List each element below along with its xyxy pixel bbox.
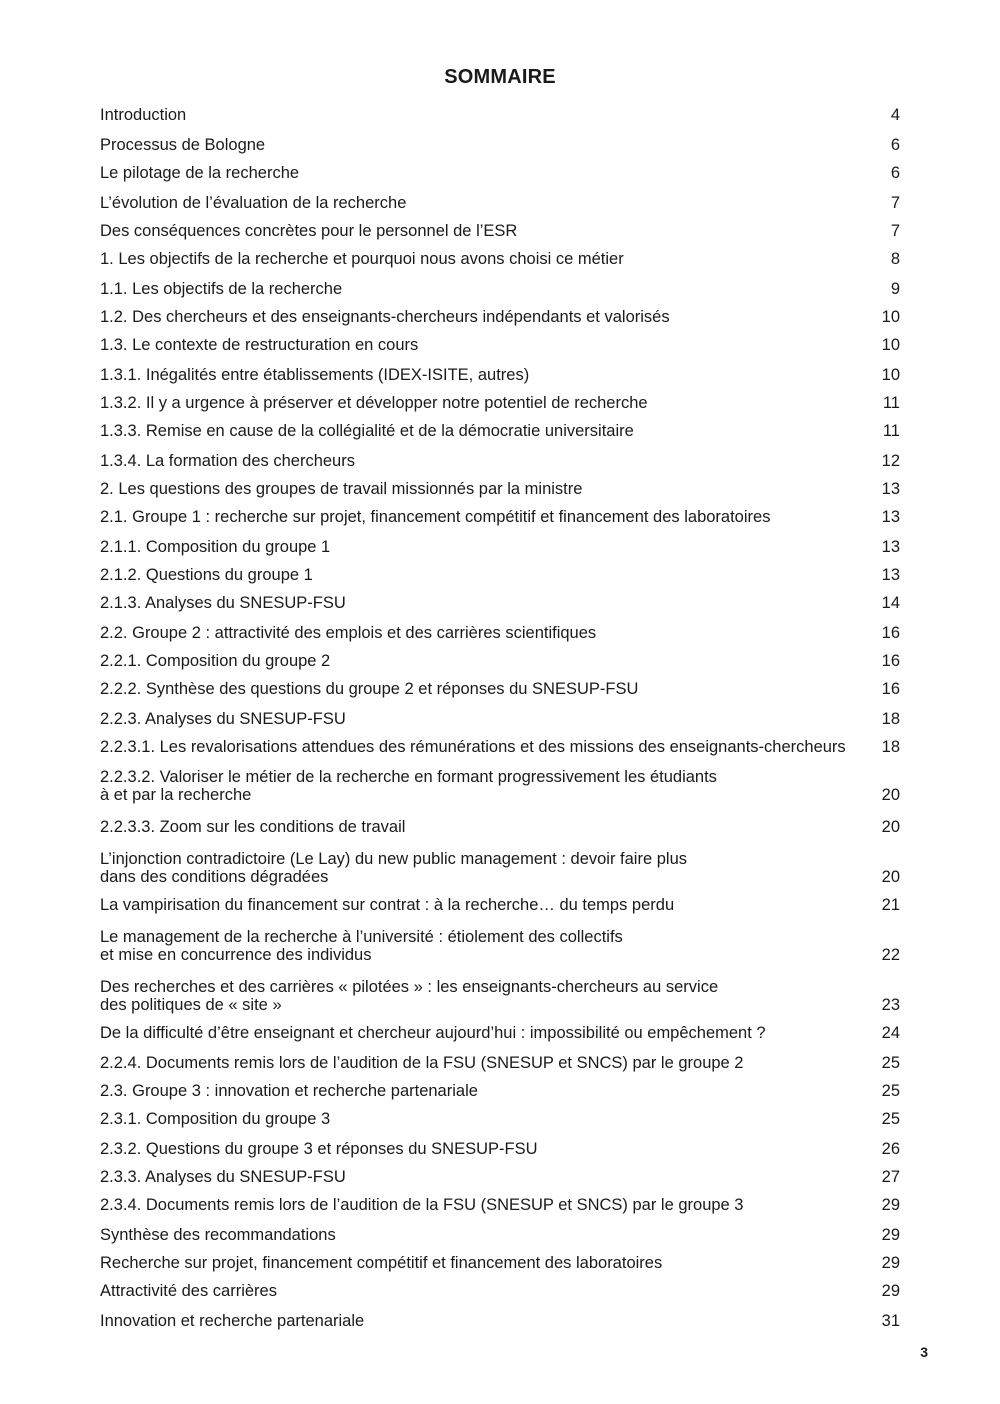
- toc-entry-page: 24: [881, 1024, 900, 1042]
- toc-entry-page: 6: [890, 164, 900, 182]
- toc-entry-page: 10: [881, 336, 900, 354]
- toc-entry-page: 16: [881, 624, 900, 642]
- toc-entry-label: Des recherches et des carrières « pilotées » : les enseignants-chercheurs au service des politiques de « site »: [100, 978, 719, 1014]
- toc-entry-page: 6: [890, 136, 900, 154]
- toc-entry-label: 2.2.3.2. Valoriser le métier de la recherche en formant progressivement les étudiants à et par la recherche: [100, 768, 717, 804]
- toc-entry-label: 2.3.1. Composition du groupe 3: [100, 1110, 331, 1128]
- toc-entry-page: 25: [881, 1054, 900, 1072]
- toc-entry-page: 13: [881, 480, 900, 498]
- toc-entry-label: 2.3.3. Analyses du SNESUP-FSU: [100, 1168, 346, 1186]
- toc-entry-page: 27: [881, 1168, 900, 1186]
- toc-entry-page: 13: [881, 508, 900, 526]
- toc-entry-page: 16: [881, 652, 900, 670]
- toc-entry-label: 2.1.1. Composition du groupe 1: [100, 538, 331, 556]
- toc-entry-page: 16: [881, 680, 900, 698]
- toc-entry-page: 7: [890, 194, 900, 212]
- toc-entry-label: 2. Les questions des groupes de travail missionnés par la ministre: [100, 480, 583, 498]
- toc-entry-page: 11: [882, 394, 900, 412]
- toc-entry-label: 2.2.3. Analyses du SNESUP-FSU: [100, 710, 346, 728]
- toc-entry-page: 13: [881, 538, 900, 556]
- toc-entry-label: 1.2. Des chercheurs et des enseignants-chercheurs indépendants et valorisés: [100, 308, 670, 326]
- toc-entry-label: Le pilotage de la recherche: [100, 164, 300, 182]
- toc-entry-label: 2.1.3. Analyses du SNESUP-FSU: [100, 594, 346, 612]
- page-number: 3: [920, 1344, 928, 1360]
- toc-entry-label: Innovation et recherche partenariale: [100, 1312, 365, 1330]
- toc-entry-page: 18: [881, 710, 900, 728]
- toc-entry-label: 2.3.4. Documents remis lors de l’audition de la FSU (SNESUP et SNCS) par le groupe 3: [100, 1196, 744, 1214]
- page-title: SOMMAIRE: [444, 66, 556, 88]
- toc-entry-label: 1.3. Le contexte de restructuration en cours: [100, 336, 419, 354]
- toc-entry-label: 1.3.1. Inégalités entre établissements (IDEX-ISITE, autres): [100, 366, 530, 384]
- toc-entry-label: 1.1. Les objectifs de la recherche: [100, 280, 343, 298]
- toc-entry-page: 26: [881, 1140, 900, 1158]
- toc-entry-label: De la difficulté d’être enseignant et chercheur aujourd’hui : impossibilité ou empêchement ?: [100, 1024, 766, 1042]
- toc-entry-label: Synthèse des recommandations: [100, 1226, 336, 1244]
- toc-entry-label: L’évolution de l’évaluation de la recherche: [100, 194, 407, 212]
- toc-entry-page: 7: [890, 222, 900, 240]
- toc-entry-label: 2.2. Groupe 2 : attractivité des emplois et des carrières scientifiques: [100, 624, 597, 642]
- toc-entry-page: 12: [881, 452, 900, 470]
- toc-entry-page: 29: [881, 1226, 900, 1244]
- toc-entry-page: 21: [881, 896, 900, 914]
- toc-entry-label: 1.3.4. La formation des chercheurs: [100, 452, 355, 470]
- toc-entry-label: Le management de la recherche à l’université : étiolement des collectifs et mise en concurrence des individus: [100, 928, 623, 964]
- toc-entry-label: 2.2.1. Composition du groupe 2: [100, 652, 331, 670]
- toc-entry-label: 2.1.2. Questions du groupe 1: [100, 566, 313, 584]
- toc-entry-page: 14: [881, 594, 900, 612]
- toc-entry-label: 2.2.4. Documents remis lors de l’audition de la FSU (SNESUP et SNCS) par le groupe 2: [100, 1054, 744, 1072]
- toc-entry-page: 25: [881, 1082, 900, 1100]
- toc-entry-label: 2.3.2. Questions du groupe 3 et réponses du SNESUP-FSU: [100, 1140, 538, 1158]
- toc-entry-page: 31: [881, 1312, 900, 1330]
- toc-entry-label: Recherche sur projet, financement compétitif et financement des laboratoires: [100, 1254, 663, 1272]
- toc-entry-label: Attractivité des carrières: [100, 1282, 277, 1300]
- toc-entry-page: 11: [882, 422, 900, 440]
- toc-entry-label: 1. Les objectifs de la recherche et pourquoi nous avons choisi ce métier: [100, 250, 624, 268]
- toc-entry-page: 8: [890, 250, 900, 268]
- toc-entry-page: 20: [881, 786, 900, 804]
- toc-entry-page: 9: [890, 280, 900, 298]
- toc-entry-page: 4: [890, 106, 900, 124]
- toc-entry-label: 2.3. Groupe 3 : innovation et recherche partenariale: [100, 1082, 478, 1100]
- toc-entry-label: 1.3.3. Remise en cause de la collégialité et de la démocratie universitaire: [100, 422, 634, 440]
- toc-entry-label: 2.2.2. Synthèse des questions du groupe 2 et réponses du SNESUP-FSU: [100, 680, 639, 698]
- toc-entry-page: 22: [881, 946, 900, 964]
- toc-entry-page: 20: [881, 818, 900, 836]
- toc-entry-page: 25: [881, 1110, 900, 1128]
- toc-entry-label: 1.3.2. Il y a urgence à préserver et développer notre potentiel de recherche: [100, 394, 648, 412]
- toc-entry-label: 2.2.3.3. Zoom sur les conditions de travail: [100, 818, 406, 836]
- toc-entry-page: 23: [881, 996, 900, 1014]
- toc-entry-label: Processus de Bologne: [100, 136, 266, 154]
- toc-entry-page: 10: [881, 308, 900, 326]
- toc-entry-label: 2.2.3.1. Les revalorisations attendues des rémunérations et des missions des enseignants-chercheurs: [100, 738, 846, 756]
- toc-entry-page: 29: [881, 1254, 900, 1272]
- toc-entry-label: L’injonction contradictoire (Le Lay) du new public management : devoir faire plus dans des conditions dégradées: [100, 850, 687, 886]
- toc-entry-page: 20: [881, 868, 900, 886]
- toc-entry-page: 18: [881, 738, 900, 756]
- toc-entry-label: 2.1. Groupe 1 : recherche sur projet, financement compétitif et financement des laboratoires: [100, 508, 771, 526]
- toc-entry-label: Introduction: [100, 106, 187, 124]
- toc-entry-label: La vampirisation du financement sur contrat : à la recherche… du temps perdu: [100, 896, 675, 914]
- toc-entry-page: 10: [881, 366, 900, 384]
- toc-entry-label: Des conséquences concrètes pour le personnel de l’ESR: [100, 222, 518, 240]
- toc-entry-page: 29: [881, 1196, 900, 1214]
- toc-entry-page: 13: [881, 566, 900, 584]
- toc-entry-page: 29: [881, 1282, 900, 1300]
